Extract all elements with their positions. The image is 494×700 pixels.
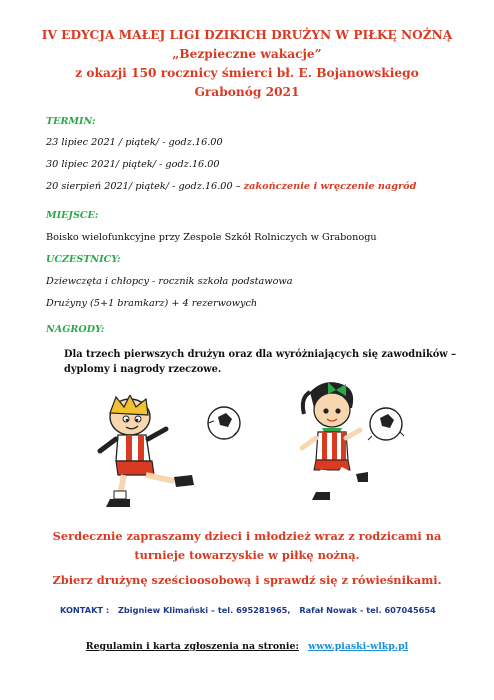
contact-label: KONTAKT : xyxy=(60,605,110,615)
date-3 xyxy=(46,181,416,192)
title-line-2: „Bezpieczne wakacje” xyxy=(172,47,322,61)
miejsce-heading: MIEJSCE: xyxy=(46,210,99,221)
nagrody-text: Dla trzech pierwszych drużyn oraz dla wyróżniających się zawodników – dyplomy i nagrody rzeczowe. xyxy=(64,349,457,375)
date-1: 23 lipiec 2021 / piątek/ - godz.16.00 xyxy=(46,137,223,148)
contact-line xyxy=(60,605,442,615)
invite-text xyxy=(0,527,494,565)
title-line-1: IV EDYCJA MAŁEJ LIGI DZIKICH DRUŻYN W PIŁKĘ NOŻNĄ xyxy=(41,28,453,42)
invite-line-3: Zbierz drużynę sześcioosobową i sprawdź się z rówieśnikami. xyxy=(52,573,442,587)
title-line-3: z okazji 150 rocznicy śmierci bł. E. Bojanowskiego xyxy=(75,66,419,80)
miejsce-text: Boisko wielofunkcyjne przy Zespole Szkół Rolniczych w Grabonogu xyxy=(46,232,377,243)
rules-link[interactable]: www.piaski-wlkp.pl xyxy=(308,641,409,652)
date-3-text: 20 sierpień 2021/ piątek/ - godz.16.00 – xyxy=(46,181,241,192)
invite-line-2: turnieje towarzyskie w piłkę nożną. xyxy=(134,548,360,562)
contact-person-2: Rafał Nowak - tel. 607045654 xyxy=(299,605,436,615)
termin-heading: TERMIN: xyxy=(46,116,96,127)
rules-line xyxy=(0,641,494,652)
date-2: 30 lipiec 2021/ piątek/ - godz.16.00 xyxy=(46,159,220,170)
uczestnicy-heading: UCZESTNICY: xyxy=(46,254,121,265)
uczestnicy-line-1: Dziewczęta i chłopcy - rocznik szkoła podstawowa xyxy=(46,276,293,287)
girl-footballer-illustration xyxy=(296,378,408,504)
boy-footballer-illustration xyxy=(96,395,246,513)
contact-person-1: Zbigniew Klimański – tel. 695281965, xyxy=(118,605,291,615)
nagrody-heading: NAGRODY: xyxy=(46,324,105,335)
uczestnicy-line-2: Drużyny (5+1 bramkarz) + 4 rezerwowych xyxy=(46,298,258,309)
rules-label: Regulamin i karta zgłoszenia na stronie: xyxy=(85,641,299,652)
invite-line-1: Serdecznie zapraszamy dzieci i młodzież wraz z rodzicami na xyxy=(52,529,442,543)
poster-title xyxy=(0,26,494,102)
final-note: zakończenie i wręczenie nagród xyxy=(243,181,417,192)
title-line-4: Grabonóg 2021 xyxy=(194,85,300,99)
